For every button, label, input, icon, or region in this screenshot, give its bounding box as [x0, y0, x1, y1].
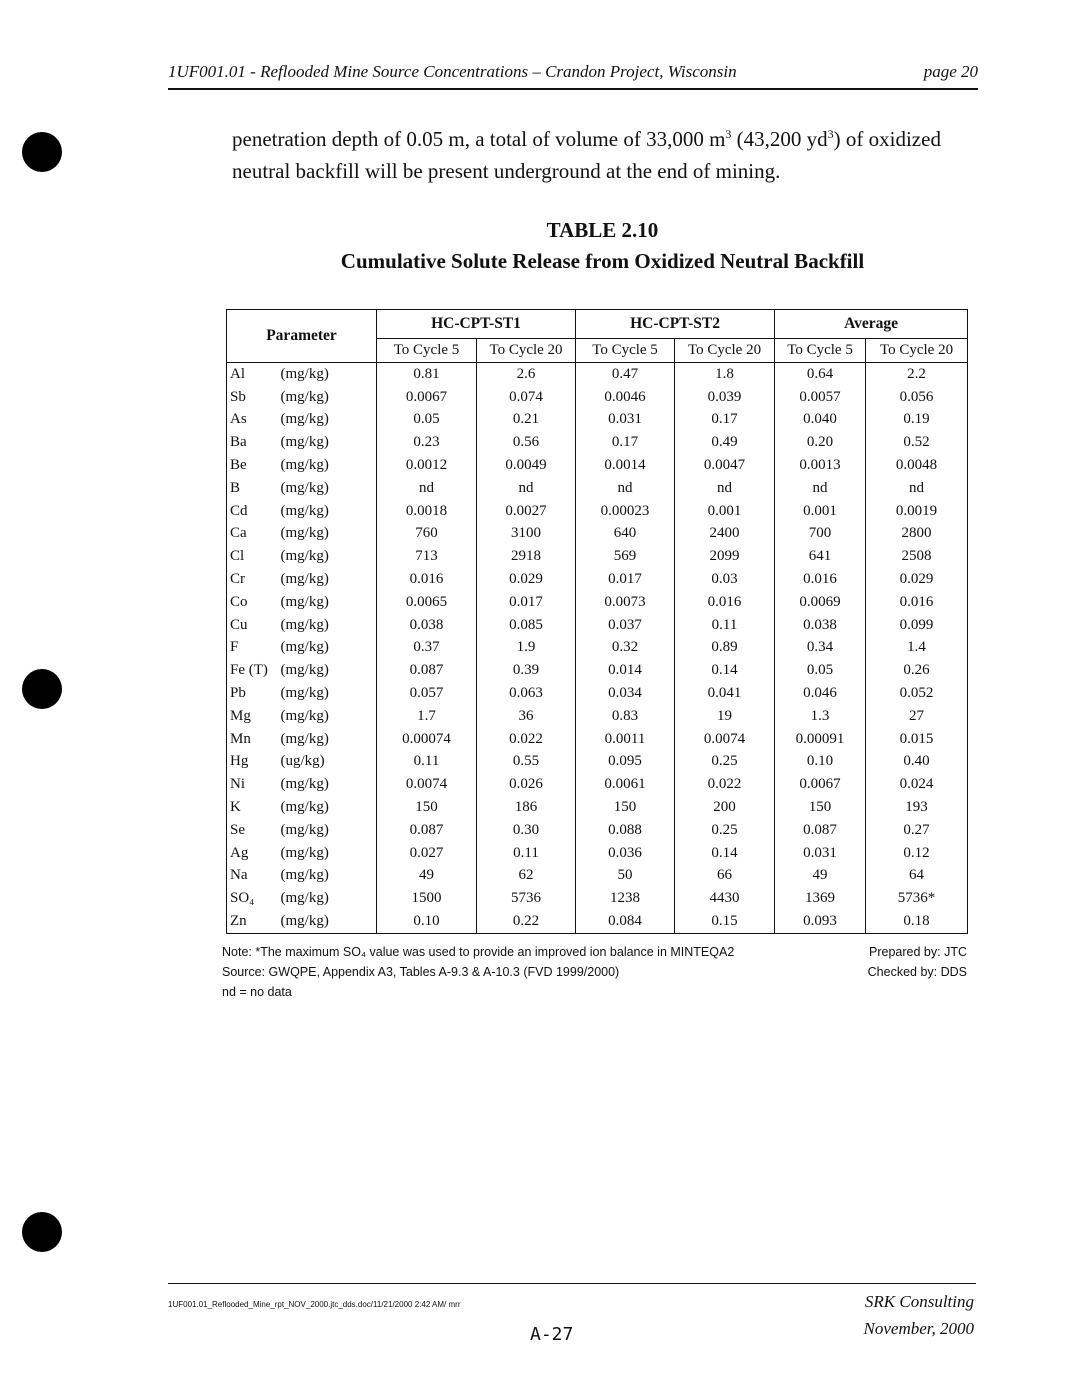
footer-page-label: A-27 [530, 1324, 574, 1345]
table-row [227, 431, 968, 454]
table-cell: 0.088 [576, 819, 675, 842]
table-cell: 0.039 [675, 386, 775, 409]
table-cell: 0.095 [576, 750, 675, 773]
nd-definition: nd = no data [222, 985, 292, 999]
table-cell: 1.9 [477, 636, 576, 659]
table-cell: 0.052 [866, 682, 968, 705]
table-row [227, 477, 968, 500]
table-cell: 0.085 [477, 614, 576, 637]
superscript-1: 3 [725, 127, 732, 141]
table-cell: 0.016 [775, 568, 866, 591]
table-cell: 0.001 [775, 500, 866, 523]
group-header: HC-CPT-ST1 [377, 310, 576, 339]
table-row [227, 796, 968, 819]
table-cell: 0.087 [775, 819, 866, 842]
table-row [227, 568, 968, 591]
table-cell: 64 [866, 864, 968, 887]
table-cell: 2800 [866, 522, 968, 545]
parameter-unit: (mg/kg) [281, 842, 377, 865]
table-cell: 0.0013 [775, 454, 866, 477]
table-cell: 760 [377, 522, 477, 545]
parameter-unit: (mg/kg) [281, 819, 377, 842]
table-cell: 0.063 [477, 682, 576, 705]
parameter-unit: (mg/kg) [281, 386, 377, 409]
table-cell: 0.55 [477, 750, 576, 773]
table-cell: 19 [675, 705, 775, 728]
table-cell: 2508 [866, 545, 968, 568]
table-cell: 0.00023 [576, 500, 675, 523]
table-row [227, 864, 968, 887]
table-cell: 0.15 [675, 910, 775, 933]
table-row [227, 408, 968, 431]
parameter-name: As [227, 408, 281, 431]
table-cell: 0.046 [775, 682, 866, 705]
table-cell: 0.0073 [576, 591, 675, 614]
table-cell: 0.64 [775, 362, 866, 385]
table-cell: 0.029 [866, 568, 968, 591]
table-cell: 0.25 [675, 750, 775, 773]
checked-by: Checked by: DDS [867, 965, 967, 979]
table-cell: 2.2 [866, 362, 968, 385]
table-cell: 1500 [377, 887, 477, 910]
solute-release-table [226, 309, 968, 934]
table-cell: 0.25 [675, 819, 775, 842]
table-row [227, 887, 968, 910]
table-cell: 0.0018 [377, 500, 477, 523]
table-cell: 1.7 [377, 705, 477, 728]
header-title: 1UF001.01 - Reflooded Mine Source Concentrations – Crandon Project, Wisconsin [168, 62, 737, 81]
table-cell: 0.17 [576, 431, 675, 454]
parameter-name: Sb [227, 386, 281, 409]
table-cell: 2918 [477, 545, 576, 568]
table-body [227, 362, 968, 933]
parameter-unit: (mg/kg) [281, 910, 377, 933]
parameter-unit: (mg/kg) [281, 591, 377, 614]
parameter-name: Cl [227, 545, 281, 568]
parameter-unit: (mg/kg) [281, 682, 377, 705]
parameter-unit: (mg/kg) [281, 362, 377, 385]
page-header [168, 60, 978, 90]
parameter-unit: (mg/kg) [281, 705, 377, 728]
table-cell: 0.016 [866, 591, 968, 614]
table-cell: 0.34 [775, 636, 866, 659]
table-cell: 0.10 [775, 750, 866, 773]
parameter-name: Pb [227, 682, 281, 705]
table-row [227, 362, 968, 385]
table-cell: 1.3 [775, 705, 866, 728]
parameter-name: Ag [227, 842, 281, 865]
table-cell: 0.17 [675, 408, 775, 431]
table-cell: 0.19 [866, 408, 968, 431]
table-cell: 0.017 [477, 591, 576, 614]
table-cell: 0.001 [675, 500, 775, 523]
table-cell: 0.14 [675, 842, 775, 865]
table-cell: 0.093 [775, 910, 866, 933]
note-text: Note: *The maximum SO₄ value was used to provide an improved ion balance in MINTEQA2 [222, 945, 735, 959]
table-cell: 0.89 [675, 636, 775, 659]
table-cell: 0.031 [775, 842, 866, 865]
table-row [227, 773, 968, 796]
table-cell: 0.11 [675, 614, 775, 637]
table-cell: 49 [775, 864, 866, 887]
table-cell: 0.022 [675, 773, 775, 796]
table-cell: nd [576, 477, 675, 500]
table-cell: nd [377, 477, 477, 500]
table-row [227, 545, 968, 568]
parameter-name: Zn [227, 910, 281, 933]
parameter-unit: (mg/kg) [281, 659, 377, 682]
table-cell: 0.024 [866, 773, 968, 796]
parameter-unit: (mg/kg) [281, 773, 377, 796]
table-row [227, 614, 968, 637]
table-cell: 0.26 [866, 659, 968, 682]
body-text-1: penetration depth of 0.05 m, a total of volume of 33,000 m [232, 127, 726, 151]
footer-company: SRK Consulting [864, 1292, 974, 1311]
table-cell: 0.038 [377, 614, 477, 637]
table-cell: 713 [377, 545, 477, 568]
binder-hole-3 [22, 1212, 62, 1252]
table-cell: 0.0012 [377, 454, 477, 477]
table-cell: 0.036 [576, 842, 675, 865]
table-cell: 2099 [675, 545, 775, 568]
header-page-number: page 20 [923, 62, 978, 81]
column-header: To Cycle 5 [775, 339, 866, 363]
parameter-unit: (mg/kg) [281, 522, 377, 545]
footer-date: November, 2000 [863, 1319, 974, 1338]
parameter-name: Mn [227, 728, 281, 751]
table-cell: 0.47 [576, 362, 675, 385]
table-cell: 0.11 [477, 842, 576, 865]
table-notes [222, 942, 967, 1002]
table-cell: 0.83 [576, 705, 675, 728]
parameter-name: Co [227, 591, 281, 614]
table-cell: 0.56 [477, 431, 576, 454]
table-cell: 0.0047 [675, 454, 775, 477]
parameter-unit: (mg/kg) [281, 500, 377, 523]
table-cell: 0.0014 [576, 454, 675, 477]
parameter-name: Fe (T) [227, 659, 281, 682]
table-cell: 1.8 [675, 362, 775, 385]
body-text-2: (43,200 yd [731, 127, 828, 151]
table-row [227, 819, 968, 842]
table-cell: 0.040 [775, 408, 866, 431]
parameter-header: Parameter [227, 310, 377, 363]
parameter-unit: (ug/kg) [281, 750, 377, 773]
table-row [227, 842, 968, 865]
parameter-unit: (mg/kg) [281, 568, 377, 591]
table-cell: 0.057 [377, 682, 477, 705]
table-cell: 0.031 [576, 408, 675, 431]
table-cell: 49 [377, 864, 477, 887]
table-row [227, 750, 968, 773]
parameter-name: Be [227, 454, 281, 477]
table-cell: 2.6 [477, 362, 576, 385]
table-cell: 0.0019 [866, 500, 968, 523]
parameter-name: Ca [227, 522, 281, 545]
table-cell: 0.0046 [576, 386, 675, 409]
table-cell: 0.016 [675, 591, 775, 614]
table-cell: 0.0074 [675, 728, 775, 751]
table-cell: 36 [477, 705, 576, 728]
table-cell: 27 [866, 705, 968, 728]
table-cell: 0.40 [866, 750, 968, 773]
group-header: HC-CPT-ST2 [576, 310, 775, 339]
table-cell: nd [675, 477, 775, 500]
table-cell: 150 [576, 796, 675, 819]
parameter-name: Ba [227, 431, 281, 454]
table-cell: 0.52 [866, 431, 968, 454]
table-row [227, 728, 968, 751]
parameter-name: Se [227, 819, 281, 842]
table-cell: 0.05 [377, 408, 477, 431]
table-row [227, 454, 968, 477]
table-cell: 0.0048 [866, 454, 968, 477]
table-row [227, 500, 968, 523]
table-row [227, 659, 968, 682]
column-header: To Cycle 20 [866, 339, 968, 363]
table-cell: 0.0057 [775, 386, 866, 409]
table-cell: 0.038 [775, 614, 866, 637]
table-cell: 569 [576, 545, 675, 568]
prepared-by: Prepared by: JTC [869, 945, 967, 959]
table-cell: 0.099 [866, 614, 968, 637]
table-cell: 5736 [477, 887, 576, 910]
table-cell: 0.14 [675, 659, 775, 682]
parameter-unit: (mg/kg) [281, 636, 377, 659]
table-cell: 0.00074 [377, 728, 477, 751]
table-cell: 0.026 [477, 773, 576, 796]
parameter-unit: (mg/kg) [281, 477, 377, 500]
table-row [227, 386, 968, 409]
table-cell: 0.016 [377, 568, 477, 591]
table-cell: 150 [377, 796, 477, 819]
group-header: Average [775, 310, 968, 339]
table-cell: 700 [775, 522, 866, 545]
table-cell: 50 [576, 864, 675, 887]
parameter-name: F [227, 636, 281, 659]
table-cell: 0.0074 [377, 773, 477, 796]
table-cell: 0.23 [377, 431, 477, 454]
table-cell: 0.32 [576, 636, 675, 659]
binder-hole-1 [22, 132, 62, 172]
parameter-unit: (mg/kg) [281, 728, 377, 751]
table-cell: 0.0069 [775, 591, 866, 614]
column-header: To Cycle 20 [477, 339, 576, 363]
table-cell: 0.087 [377, 819, 477, 842]
parameter-name: SO₄ [227, 887, 281, 910]
table-cell: 0.022 [477, 728, 576, 751]
binder-hole-2 [22, 669, 62, 709]
table-cell: 0.12 [866, 842, 968, 865]
table-cell: 0.11 [377, 750, 477, 773]
table-cell: 62 [477, 864, 576, 887]
parameter-unit: (mg/kg) [281, 614, 377, 637]
table-cell: 0.041 [675, 682, 775, 705]
table-row [227, 705, 968, 728]
table-cell: 0.014 [576, 659, 675, 682]
table-cell: 0.05 [775, 659, 866, 682]
table-cell: 1238 [576, 887, 675, 910]
table-cell: 66 [675, 864, 775, 887]
footer-company-block [864, 1288, 974, 1342]
body-text-3: ) of oxidized neutral backfill will be present underground at the end of mining. [232, 127, 941, 183]
parameter-name: Cu [227, 614, 281, 637]
table-cell: 0.0011 [576, 728, 675, 751]
table-cell: 0.056 [866, 386, 968, 409]
table-cell: nd [775, 477, 866, 500]
table-cell: 0.0049 [477, 454, 576, 477]
source-text: Source: GWQPE, Appendix A3, Tables A-9.3 & A-10.3 (FVD 1999/2000) [222, 965, 620, 979]
table-cell: 0.037 [576, 614, 675, 637]
parameter-unit: (mg/kg) [281, 864, 377, 887]
table-cell: 0.49 [675, 431, 775, 454]
parameter-unit: (mg/kg) [281, 431, 377, 454]
table-cell: 0.03 [675, 568, 775, 591]
parameter-unit: (mg/kg) [281, 454, 377, 477]
table-cell: nd [866, 477, 968, 500]
table-row [227, 591, 968, 614]
table-cell: 0.027 [377, 842, 477, 865]
table-cell: 0.087 [377, 659, 477, 682]
parameter-unit: (mg/kg) [281, 408, 377, 431]
column-header: To Cycle 20 [675, 339, 775, 363]
table-cell: 0.18 [866, 910, 968, 933]
parameter-name: B [227, 477, 281, 500]
table-cell: 193 [866, 796, 968, 819]
table-cell: 0.10 [377, 910, 477, 933]
table-cell: 0.029 [477, 568, 576, 591]
column-header: To Cycle 5 [576, 339, 675, 363]
footer-filename: 1UF001.01_Reflooded_Mine_rpt_NOV_2000.jtc_dds.doc/11/21/2000 2:42 AM/ mrr [168, 1300, 461, 1309]
parameter-name: K [227, 796, 281, 819]
parameter-name: Ni [227, 773, 281, 796]
table-cell: 1.4 [866, 636, 968, 659]
superscript-2: 3 [827, 127, 834, 141]
parameter-name: Hg [227, 750, 281, 773]
table-cell: 2400 [675, 522, 775, 545]
footer-rule [168, 1283, 976, 1284]
body-paragraph [232, 118, 977, 187]
table-cell: 200 [675, 796, 775, 819]
table-cell: 0.084 [576, 910, 675, 933]
table-row [227, 910, 968, 933]
table-cell: 0.22 [477, 910, 576, 933]
table-cell: 0.0067 [775, 773, 866, 796]
table-cell: 186 [477, 796, 576, 819]
table-cell: 0.81 [377, 362, 477, 385]
table-cell: 0.20 [775, 431, 866, 454]
table-cell: 0.0067 [377, 386, 477, 409]
table-cell: 0.00091 [775, 728, 866, 751]
parameter-name: Cr [227, 568, 281, 591]
column-header: To Cycle 5 [377, 339, 477, 363]
table-row [227, 522, 968, 545]
table-cell: 0.0061 [576, 773, 675, 796]
table-cell: 0.30 [477, 819, 576, 842]
table-caption: Cumulative Solute Release from Oxidized Neutral Backfill [340, 249, 865, 273]
table-cell: 0.074 [477, 386, 576, 409]
table-cell: 641 [775, 545, 866, 568]
table-cell: 0.27 [866, 819, 968, 842]
parameter-name: Mg [227, 705, 281, 728]
table-row [227, 682, 968, 705]
table-cell: 150 [775, 796, 866, 819]
table-cell: 0.0027 [477, 500, 576, 523]
table-cell: 3100 [477, 522, 576, 545]
table-cell: 0.0065 [377, 591, 477, 614]
parameter-name: Cd [227, 500, 281, 523]
table-cell: 1369 [775, 887, 866, 910]
table-cell: 0.015 [866, 728, 968, 751]
parameter-unit: (mg/kg) [281, 887, 377, 910]
table-cell: 4430 [675, 887, 775, 910]
table-cell: 0.034 [576, 682, 675, 705]
table-cell: 0.39 [477, 659, 576, 682]
parameter-unit: (mg/kg) [281, 545, 377, 568]
table-cell: 0.21 [477, 408, 576, 431]
table-cell: 5736* [866, 887, 968, 910]
table-cell: 0.017 [576, 568, 675, 591]
parameter-unit: (mg/kg) [281, 796, 377, 819]
table-row [227, 636, 968, 659]
table-cell: nd [477, 477, 576, 500]
table-cell: 640 [576, 522, 675, 545]
parameter-name: Na [227, 864, 281, 887]
table-label: TABLE 2.10 [546, 218, 659, 242]
table-cell: 0.37 [377, 636, 477, 659]
parameter-name: Al [227, 362, 281, 385]
